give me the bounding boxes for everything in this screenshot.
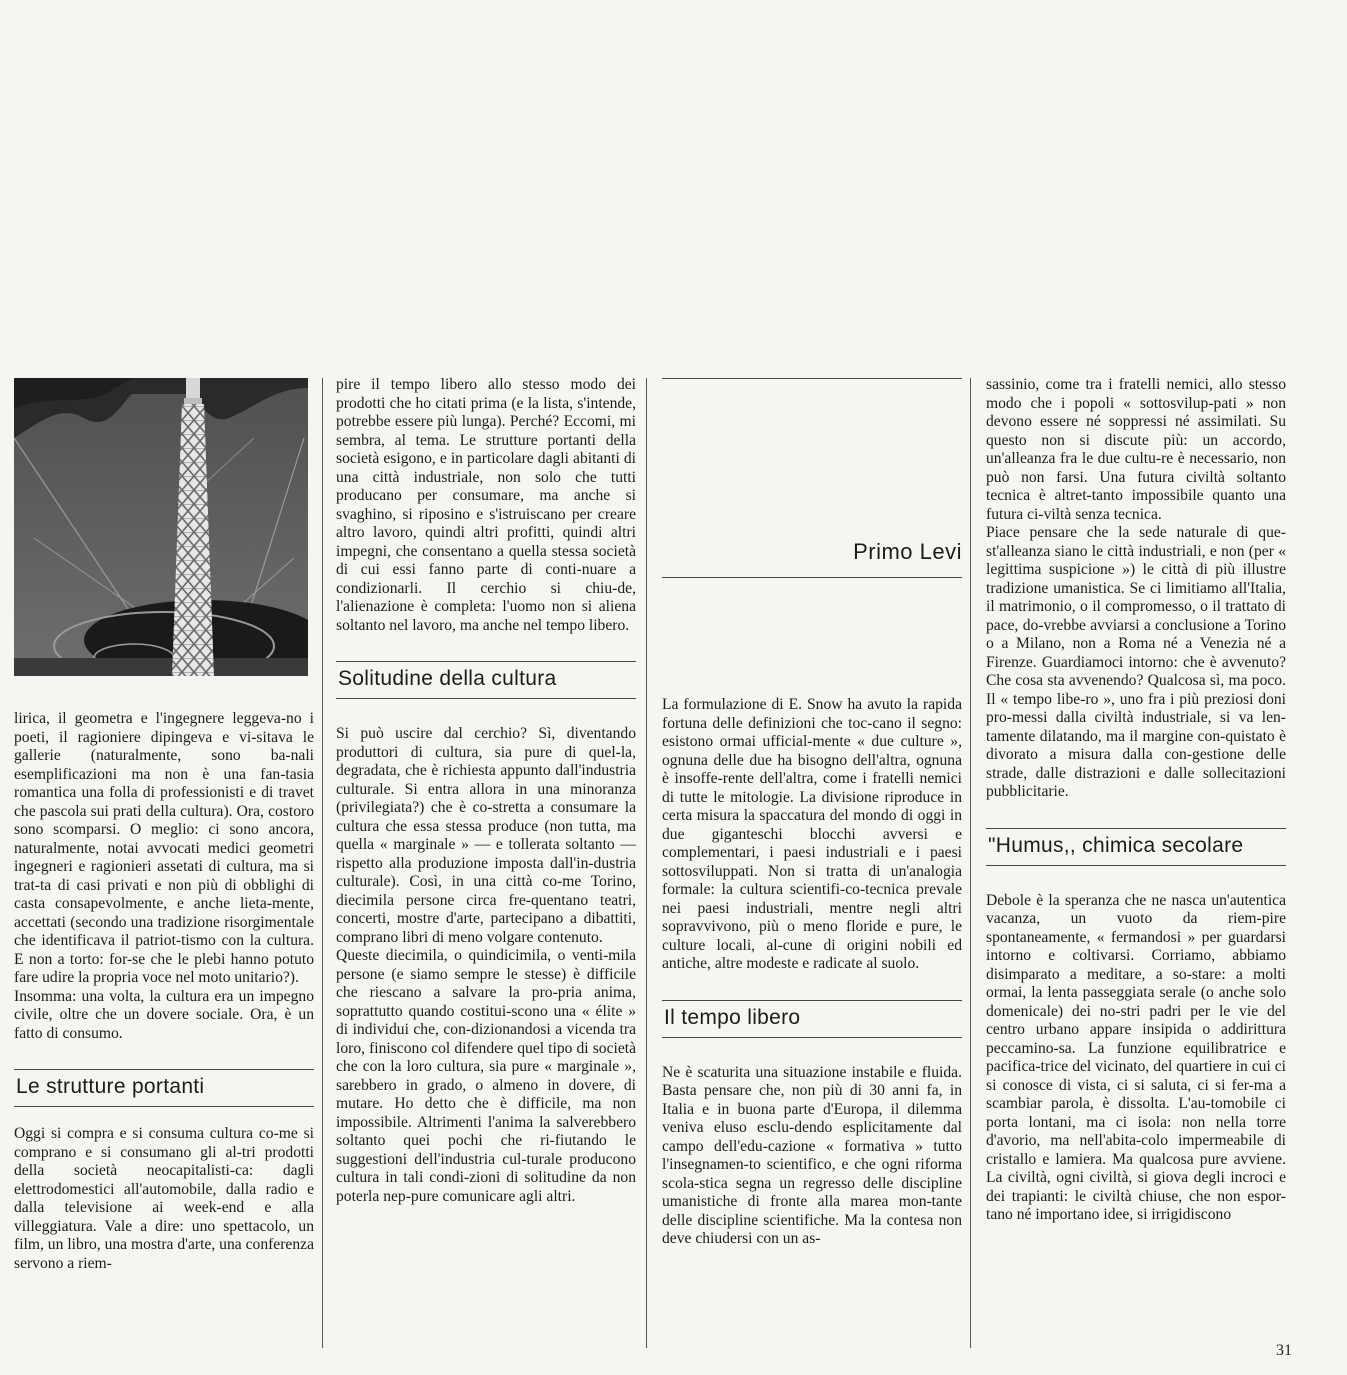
page-number: 31 xyxy=(1276,1342,1292,1359)
column-3 xyxy=(662,378,962,1249)
col2-paragraph-2: Si può uscire dal cerchio? Sì, diventando produttori di cultura, sia pure di quel-la, degradata, che è richiesta appunto dall'industria culturale. Si entra allora in una minoranza (privilegiata?) che è co-stretta a consumare la cultura che essa stessa produce (non tutta, ma quella « marginale » — e tollerata soltanto — rispetto alla produzione imposta dall'in-dustria culturale). Così, in una città co-me Torino, diecimila persone circa fre-quentano teatri, concerti, mostre d'arte, partecipano a dibattiti, comprano libri di meno volgare contenuto. xyxy=(336,725,636,946)
col1-paragraph-2: Insomma: una volta, la cultura era un impegno civile, oltre che un dovere sociale. Ora, è un fatto di consumo. xyxy=(14,987,314,1042)
col4-paragraph-3: Debole è la speranza che ne nasca un'autentica vacanza, un vuoto da riem-pire spontaneamente, « fermandosi » per guardarsi intorno e coltivarsi. Corriamo, abbiamo disimparato a meditare, a so-stare: a molti ormai, la lenta passeggiata serale (o anche solo domenicale) dei no-stri padri per le vie del centro urbano appare insipida o addirittura peccamino-sa. La funzione equilibratrice e pacifica-trice del vicinato, del quartiere in cui ci si conosce di vista, ci si saluta, ci si fer-ma a scambiar parola, è dissolta. L'au-tomobile ci porta lontani, ma ci isola: non nella torre d'avorio, ma nell'abita-colo impermeabile di cristallo e lamiera. Ma qualcosa pure avviene. La civiltà, ogni civiltà, si giova degli incroci e dei trapianti: le civiltà chiuse, che non espor-tano né importano idee, si irrigidiscono xyxy=(986,891,1286,1223)
col2-paragraph-1: pire il tempo libero allo stesso modo dei prodotti che ho citati prima (e la lista, s'intende, potrebbe essere più lunga). Perché? Eccomi, mi sembra, al tema. Le strutture portanti della società esigono, e in particolare dagli abitanti di una città industriale, non solo che tutti producano per consumare, ma anche si svaghino, si riposino e s'istruiscano per creare altro lavoro, quindi altri profitti, quindi altri impegni, che consentano a quella stessa società di cui essi fanno parte di conti-nuare a condizionarli. Il cerchio si chiu-de, l'alienazione è completa: l'uomo non si aliena soltanto nel lavoro, ma anche nel tempo libero. xyxy=(336,376,636,634)
col4-paragraph-1: sassinio, come tra i fratelli nemici, allo stesso modo che i popoli « sottosvilup-pati » non devono essere né soppressi né assimilati. Su questo non si discute più: un accordo, un'alleanza fra le due cultu-re è necessario, non può non farsi. Una futura civiltà soltanto tecnica è altret-tanto impossibile quanto una futura ci-viltà senza tecnica. xyxy=(986,376,1286,523)
col3-paragraph-1: La formulazione di E. Snow ha avuto la rapida fortuna delle definizioni che toc-cano il segno: esistono ormai ufficial-mente « due culture », ognuna delle due ha bisogno dell'altra, ognuna è insoffe-rente dell'altra, come i fratelli nemici di tutte le mitologie. La divisione riproduce in certa misura la spaccatura del mondo di oggi in due giganteschi blocchi avversi e complementari, i paesi industriali e i paesi sottosviluppati. Non si tratta di un'analogia formale: la cultura scientifi-co-tecnica prevale nei paesi industriali, mentre negli altri sopravvivono, più o meno floride e pure, le culture locali, al-cune di origini nobili ed antiche, altre modeste e radicate al suolo. xyxy=(662,696,962,972)
column-divider-1 xyxy=(322,378,323,1348)
section-heading-solitudine: Solitudine della cultura xyxy=(336,661,636,699)
section-heading-tempo-libero: Il tempo libero xyxy=(662,1000,962,1038)
col1-paragraph-3: Oggi si compra e si consuma cultura co-me si comprano e si consumano gli al-tri prodotti della società neocapitalisti-ca: dagli elettrodomestici all'automobile, dalla radio e dalla televisione ai week-end e alla villeggiatura. Vale a dire: uno spettacolo, un film, un libro, una mostra d'arte, una conferenza servono a riem- xyxy=(14,1125,314,1272)
col3-paragraph-2: Ne è scaturita una situazione instabile e fluida. Basta pensare che, non più di 30 anni fa, in Italia e in buona parte d'Europa, il dilemma veniva eluso esclu-dendo esplicitamente dal campo dell'edu-cazione « formativa » tutto l'insegnamen-to scientifico, e che ogni riforma scola-stica segna un regresso delle discipline umanistiche di fronte alla marea mon-tante delle discipline scientifiche. Ma la contesa non deve chiudersi con un as- xyxy=(662,1063,962,1247)
column-divider-2 xyxy=(646,378,647,1348)
column-divider-3 xyxy=(970,378,971,1348)
section-heading-humus: "Humus,, chimica secolare xyxy=(986,828,1286,866)
author-name: Primo Levi xyxy=(853,539,962,564)
column-4 xyxy=(986,376,1286,1225)
col4-paragraph-2: Piace pensare che la sede naturale di que-st'alleanza siano le città industriali, e non (per « legittima suspicione ») le città di più illustre tradizione umanistica. Se ci limitiamo all'Italia, il matrimonio, o il compromesso, o il trattato di pace, do-vrebbe avviarsi a conclusione a Torino o a Milano, non a Roma né a Venezia né a Firenze. Guardiamoci intorno: che è avvenuto? Che cosa sta avvenendo? Qualcosa sì, ma poco. Il « tempo libe-ro », uno fra i più preziosi doni pro-messi dalla civiltà industriale, si va len-tamente dilatando, ma il margine con-quistato è divorato a misura dalla con-gestione delle strade, dalle distrazioni e dalle sollecitazioni pubblicitarie. xyxy=(986,524,1286,800)
column-2 xyxy=(336,376,636,1206)
radio-tower-illustration xyxy=(14,378,308,676)
col2-paragraph-3: Queste diecimila, o quindicimila, o venti-mila persone (e siamo sempre le stesse) è difficile che riescano a salvare la pro-pria anima, soprattutto quando costitui-scono una « élite » di individui che, con-dizionandosi a vicenda tra loro, finiscono col difendere quel tipo di società che con la loro cultura, sia pure « marginale », sarebbero in grado, o almeno in dovere, di mutare. Ho detto che è difficile, ma non impossibile. Altrimenti l'anima la salverebbero soltanto quei pochi che ri-fiutando le suggestioni dell'industria cul-turale producono cultura in tali condi-zioni di solitudine da non poterla nep-pure comunicare agli altri. xyxy=(336,947,636,1205)
radio-tower-artwork xyxy=(14,378,308,676)
section-heading-strutture: Le strutture portanti xyxy=(14,1069,314,1107)
col1-paragraph-1: lirica, il geometra e l'ingegnere leggeva-no i poeti, il ragioniere dipingeva e vi-sitava le gallerie (naturalmente, sono ba-nali esemplificazioni ma non è una fan-tasia romantica una folla di professionisti e di travet che pascola sui prati della cultura). Ora, costoro sono scomparsi. O meglio: ci sono ancora, naturalmente, notai avvocati medici geometri ingegneri e ragionieri assetati di cultura, ma si trat-ta di casi privati e non più di obblighi di casta consapevolmente, e anche lieta-mente, accettati (secondo una tradizione risorgimentale che identificava il patriot-tismo con la cultura. E non a torto: for-se che le plebi hanno potuto fare udire la propria voce nel moto unitario?). xyxy=(14,710,314,986)
column-1 xyxy=(14,710,314,1273)
